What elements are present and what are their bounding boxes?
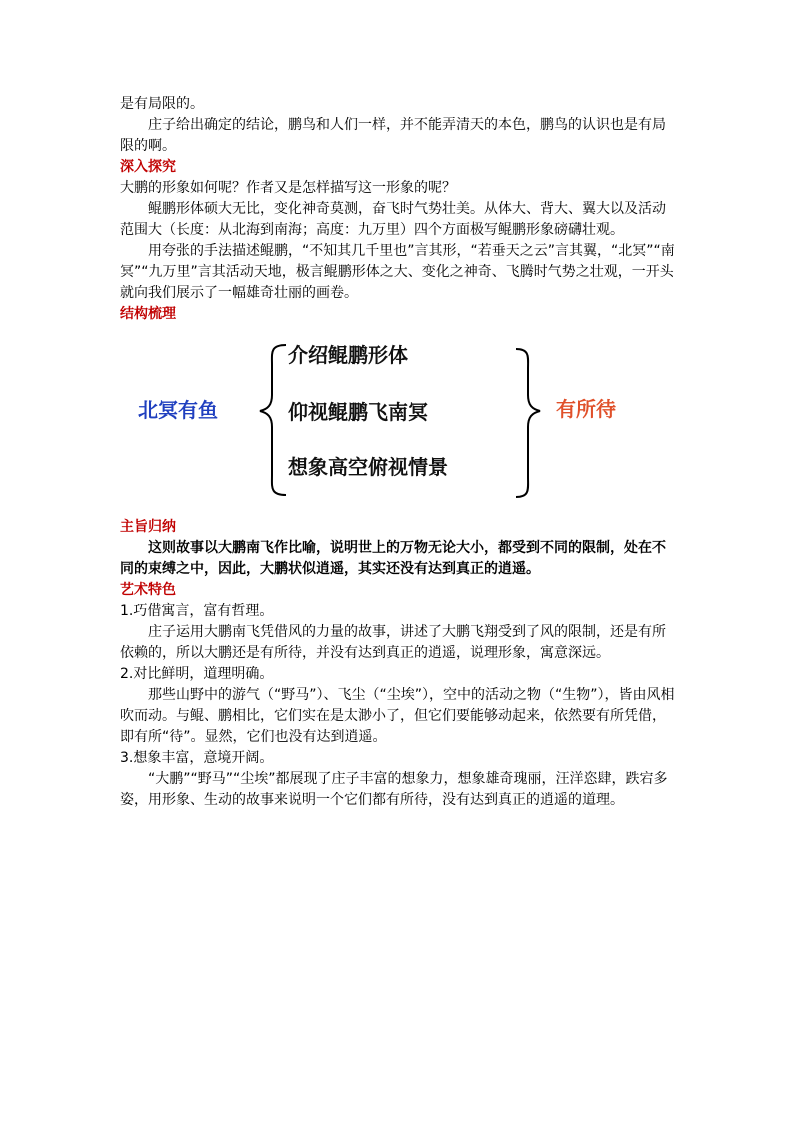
art-point-1-title: 1.巧借寓言，富有哲理。	[120, 603, 274, 619]
document-page	[120, 94, 676, 811]
art-point-2-title: 2.对比鲜明，道理明确。	[120, 666, 274, 682]
heading-theme: 主旨归纳	[120, 519, 176, 535]
heading-art: 艺术特色	[120, 582, 176, 598]
explore-question: 大鹏的形象如何呢？作者又是怎样描写这一形象的呢？	[120, 180, 456, 196]
diagram-right-label: 有所待	[556, 397, 616, 421]
intro-line: 是有局限的。	[120, 96, 204, 112]
art-point-3-text: “大鹏”“野马”“尘埃”都展现了庄子丰富的想象力，想象雄奇瑰丽，汪洋恣肆，跌宕多姿，用形象、生动的故事来说明一个它们都有所待，没有达到真正的逍遥的道理。	[120, 771, 668, 808]
diagram-item-1: 介绍鲲鹏形体	[288, 343, 408, 367]
structure-diagram	[120, 325, 676, 517]
intro-paragraph: 庄子给出确定的结论，鹏鸟和人们一样，并不能弄清天的本色，鹏鸟的认识也是有局限的啊。	[120, 117, 666, 154]
diagram-left-label: 北冥有鱼	[138, 398, 218, 422]
diagram-item-3: 想象高空俯视情景	[288, 455, 448, 479]
art-point-3-title: 3.想象丰富，意境开阔。	[120, 750, 274, 766]
theme-paragraph: 这则故事以大鹏南飞作比喻，说明世上的万物无论大小，都受到不同的限制，处在不同的束缚之中，因此，大鹏状似逍遥，其实还没有达到真正的逍遥。	[120, 540, 666, 577]
right-brace	[516, 349, 540, 497]
explore-paragraph-1: 鲲鹏形体硕大无比，变化神奇莫测，奋飞时气势壮美。从体大、背大、翼大以及活动范围大（长度：从北海到南海；高度：九万里）四个方面极写鲲鹏形象磅礴壮观。	[120, 201, 666, 238]
art-point-2-text: 那些山野中的游气（“野马”）、飞尘（“尘埃”），空中的活动之物（“生物”），皆由风相吹而动。与鲲、鹏相比，它们实在是太渺小了，但它们要能够动起来，依然要有所凭借，即有所“待”。显然，它们也没有达到逍遥。	[120, 687, 675, 745]
heading-structure: 结构梳理	[120, 306, 176, 322]
art-point-1-text: 庄子运用大鹏南飞凭借风的力量的故事，讲述了大鹏飞翔受到了风的限制，还是有所依赖的，所以大鹏还是有所待，并没有达到真正的逍遥，说理形象，寓意深远。	[120, 624, 666, 661]
explore-paragraph-2: 用夸张的手法描述鲲鹏，“不知其几千里也”言其形，“若垂天之云”言其翼，“北冥”“南冥”“九万里”言其活动天地，极言鲲鹏形体之大、变化之神奇、飞腾时气势之壮观，一开头就向我们展示了一幅雄奇壮丽的画卷。	[120, 243, 675, 301]
left-brace	[260, 345, 286, 495]
heading-explore: 深入探究	[120, 159, 176, 175]
diagram-item-2: 仰视鲲鹏飞南冥	[288, 400, 428, 424]
